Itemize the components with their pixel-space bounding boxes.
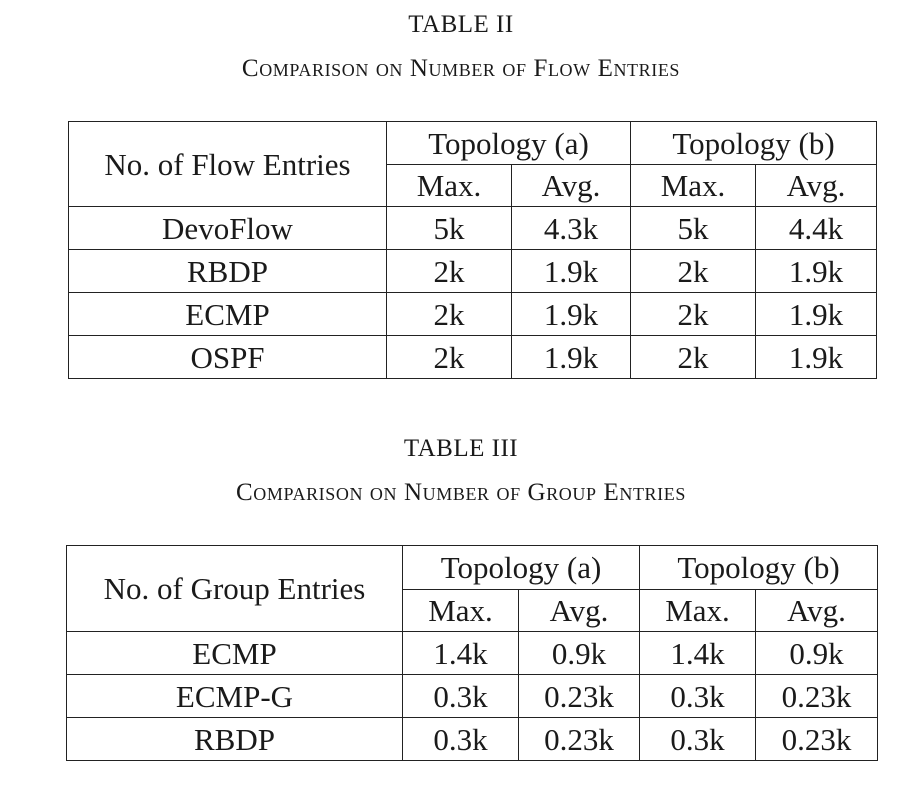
table-header-row bbox=[67, 546, 878, 590]
group-entries-table bbox=[66, 545, 878, 761]
cell-max-a: 0.3k bbox=[403, 718, 519, 761]
table-row bbox=[67, 632, 878, 675]
cell-avg-a: 0.23k bbox=[519, 675, 640, 718]
cell-avg-b: 0.23k bbox=[756, 718, 878, 761]
table-header-row bbox=[69, 122, 877, 165]
cell-max-a: 2k bbox=[387, 250, 512, 293]
cell-avg-a: 4.3k bbox=[512, 207, 631, 250]
cell-avg-b: 4.4k bbox=[756, 207, 877, 250]
cell-max-a: 2k bbox=[387, 336, 512, 379]
row-name: ECMP bbox=[67, 632, 403, 675]
cell-avg-a: 1.9k bbox=[512, 250, 631, 293]
topology-b-header: Topology (b) bbox=[640, 546, 878, 590]
subheader-avg-a: Avg. bbox=[519, 590, 640, 632]
row-name: ECMP-G bbox=[67, 675, 403, 718]
table3-caption: Comparison on Number of Group Entries bbox=[236, 479, 686, 506]
subheader-avg-b: Avg. bbox=[756, 165, 877, 207]
table-row bbox=[67, 718, 878, 761]
flow-entries-table bbox=[68, 121, 877, 379]
cell-avg-a: 1.9k bbox=[512, 293, 631, 336]
cell-max-a: 2k bbox=[387, 293, 512, 336]
cell-max-b: 0.3k bbox=[640, 718, 756, 761]
subheader-avg-b: Avg. bbox=[756, 590, 878, 632]
row-header-title: No. of Group Entries bbox=[67, 546, 403, 632]
cell-max-a: 0.3k bbox=[403, 675, 519, 718]
row-name: ECMP bbox=[69, 293, 387, 336]
table-row bbox=[69, 293, 877, 336]
cell-max-a: 1.4k bbox=[403, 632, 519, 675]
cell-max-b: 0.3k bbox=[640, 675, 756, 718]
table-row bbox=[69, 250, 877, 293]
table-row bbox=[69, 336, 877, 379]
cell-avg-b: 1.9k bbox=[756, 293, 877, 336]
cell-avg-b: 1.9k bbox=[756, 336, 877, 379]
row-name: OSPF bbox=[69, 336, 387, 379]
subheader-max-b: Max. bbox=[631, 165, 756, 207]
table3-label: TABLE III bbox=[403, 435, 519, 462]
row-header-title: No. of Flow Entries bbox=[69, 122, 387, 207]
row-name: RBDP bbox=[69, 250, 387, 293]
cell-avg-b: 1.9k bbox=[756, 250, 877, 293]
cell-avg-a: 0.9k bbox=[519, 632, 640, 675]
subheader-max-a: Max. bbox=[403, 590, 519, 632]
subheader-max-b: Max. bbox=[640, 590, 756, 632]
cell-max-b: 2k bbox=[631, 293, 756, 336]
table2-label: TABLE II bbox=[408, 11, 514, 38]
cell-avg-a: 1.9k bbox=[512, 336, 631, 379]
table-row bbox=[67, 675, 878, 718]
topology-a-header: Topology (a) bbox=[403, 546, 640, 590]
cell-max-b: 2k bbox=[631, 336, 756, 379]
cell-max-b: 5k bbox=[631, 207, 756, 250]
row-name: DevoFlow bbox=[69, 207, 387, 250]
subheader-max-a: Max. bbox=[387, 165, 512, 207]
cell-max-b: 2k bbox=[631, 250, 756, 293]
cell-avg-b: 0.9k bbox=[756, 632, 878, 675]
subheader-avg-a: Avg. bbox=[512, 165, 631, 207]
cell-avg-a: 0.23k bbox=[519, 718, 640, 761]
cell-max-a: 5k bbox=[387, 207, 512, 250]
topology-b-header: Topology (b) bbox=[631, 122, 877, 165]
cell-max-b: 1.4k bbox=[640, 632, 756, 675]
table-row bbox=[69, 207, 877, 250]
table2-caption: Comparison on Number of Flow Entries bbox=[241, 55, 681, 82]
topology-a-header: Topology (a) bbox=[387, 122, 631, 165]
row-name: RBDP bbox=[67, 718, 403, 761]
cell-avg-b: 0.23k bbox=[756, 675, 878, 718]
